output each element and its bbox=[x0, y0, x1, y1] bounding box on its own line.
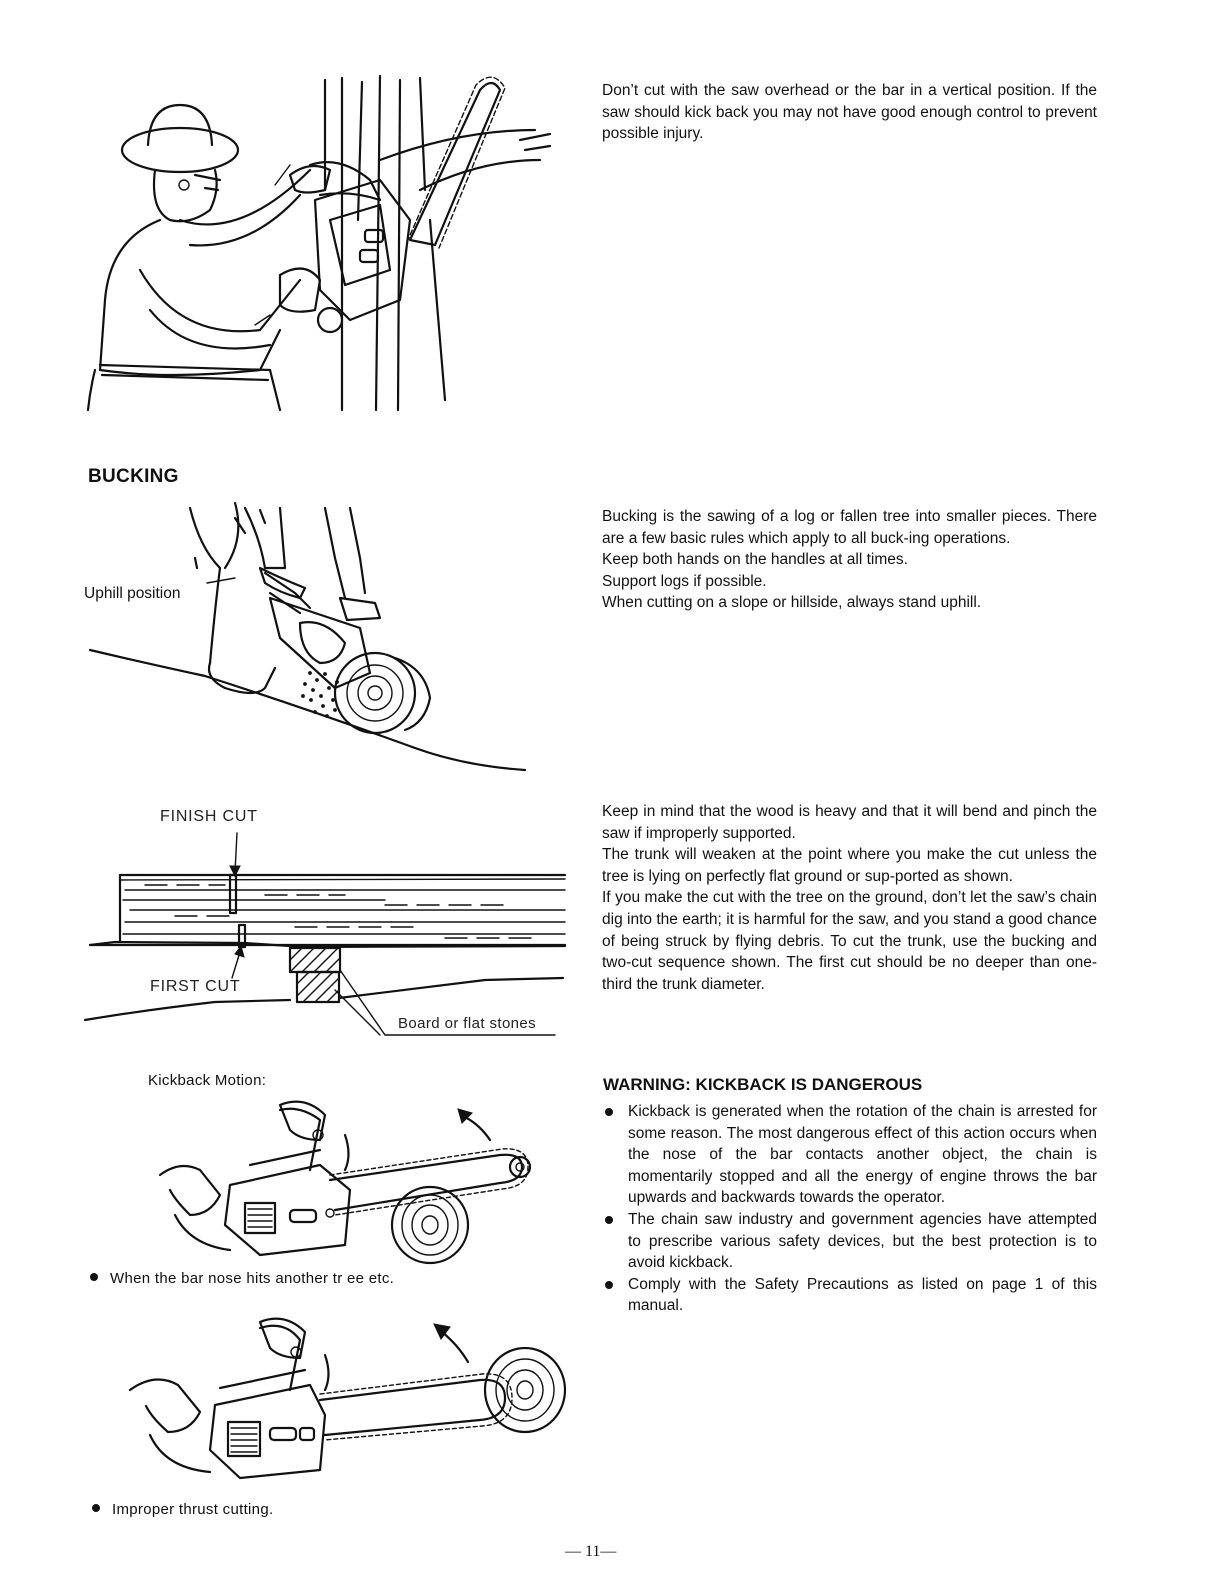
bullet-dot-icon bbox=[92, 1504, 100, 1512]
kickback-improper-thrust-illustration bbox=[120, 1310, 570, 1485]
uphill-bucking-illustration bbox=[85, 498, 530, 783]
cut-guidance-line-3: If you make the cut with the tree on the ground, don’t let the saw’s chain dig into the earth; it is harmful for the saw, and you stand a good chance of being struck by flying debris. To cut the trunk, use the bucking and two-cut sequence shown. The first cut should be no deeper than one-third the trunk diameter. bbox=[602, 889, 1097, 993]
bucking-intro-text bbox=[602, 506, 1097, 614]
cut-guidance-line-1: Keep in mind that the wood is heavy and that it will bend and pinch the saw if improperly supported. bbox=[602, 803, 1097, 842]
finish-cut-label: FINISH CUT bbox=[160, 808, 258, 825]
kickback-motion-title: Kickback Motion: bbox=[148, 1072, 267, 1089]
first-cut-label: FIRST CUT bbox=[150, 978, 241, 995]
uphill-position-label: Uphill position bbox=[84, 585, 181, 602]
cut-guidance-line-2: The trunk will weaken at the point where you make the cut unless the tree is lying on perfectly flat ground or sup-ported as shown. bbox=[602, 846, 1097, 885]
overhead-cutting-illustration bbox=[80, 70, 560, 420]
bucking-line-4: When cutting on a slope or hillside, always stand uphill. bbox=[602, 594, 982, 612]
kickback-bullet-2: The chain saw industry and government agencies have attempted to prescribe various safety devices, but the best protection is to avoid kickback. bbox=[604, 1209, 1097, 1274]
kickback-bullet-1: Kickback is generated when the rotation of the chain is arrested for some reason. The most dangerous effect of this action occurs when the nose of the bar contacts another object, the chain is momentarily stopped and all the energy of engine throws the bar upwards and backwards towards the operator. bbox=[604, 1101, 1097, 1209]
board-or-flat-stones-label: Board or flat stones bbox=[398, 1015, 537, 1032]
bullet-dot-icon bbox=[90, 1273, 98, 1281]
bucking-line-1: Bucking is the sawing of a log or fallen tree into smaller pieces. There are a few basic rules which apply to all buck-ing operations. bbox=[602, 508, 1097, 547]
kickback-warning-list bbox=[604, 1101, 1097, 1317]
kickback-caption-bar-nose: When the bar nose hits another tr ee etc. bbox=[90, 1270, 394, 1287]
cut-guidance-text bbox=[602, 801, 1097, 995]
kickback-bar-nose-illustration bbox=[130, 1095, 550, 1265]
kickback-caption-improper-thrust: Improper thrust cutting. bbox=[92, 1501, 273, 1518]
overhead-warning-text: Don’t cut with the saw overhead or the bar in a vertical position. If the saw should kick back you may not have good enough control to prevent possible injury. bbox=[602, 82, 1097, 143]
kickback-bullet-3: Comply with the Safety Precautions as listed on page 1 of this manual. bbox=[604, 1274, 1097, 1317]
page-number: — 11— bbox=[565, 1543, 617, 1560]
kickback-warning-heading: WARNING: KICKBACK IS DANGEROUS bbox=[603, 1075, 923, 1094]
bucking-line-3: Support logs if possible. bbox=[602, 572, 767, 590]
two-cut-sequence-diagram bbox=[85, 830, 565, 1045]
bucking-heading: BUCKING bbox=[88, 466, 179, 487]
bucking-line-2: Keep both hands on the handles at all times. bbox=[602, 551, 908, 569]
